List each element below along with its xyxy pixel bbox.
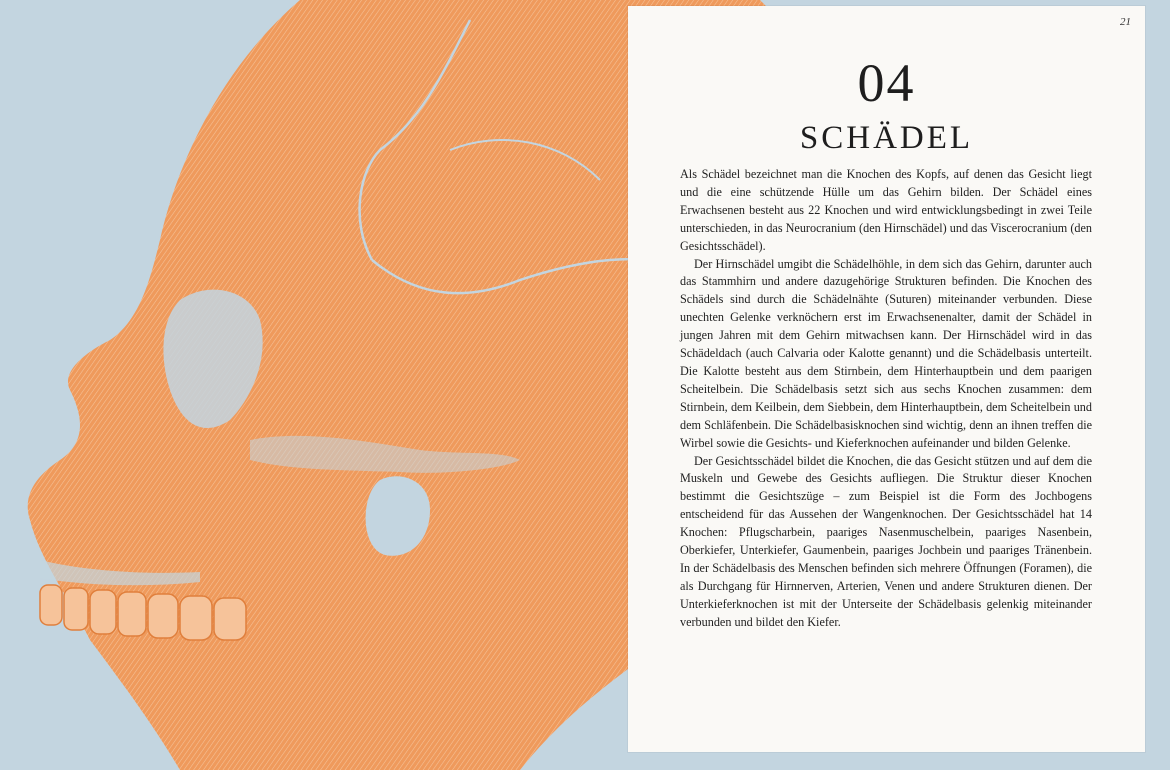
text-panel — [628, 6, 1145, 752]
page-number: 21 — [1120, 16, 1131, 28]
body-text — [680, 166, 1092, 632]
paragraph: Als Schädel bezeichnet man die Knochen des Kopfs, auf denen das Gesicht liegt und die eine schützende Hülle um das Gehirn bilden. Der Schädel eines Erwachsenen besteht aus 22 Knochen und wird entwicklungsbedingt in zwei Teile unterschieden, in das Neurocranium (den Hirnschädel) und das Viscerocranium (den Gesichtsschädel). — [680, 167, 1092, 253]
chapter-number: 04 — [857, 53, 916, 113]
paragraph: Der Hirnschädel umgibt die Schädelhöhle, in dem sich das Gehirn, darunter auch das Stammhirn und andere dazugehörige Strukturen befinden. Die Knochen des Schädels sind durch die Schädelnähte (Suturen) miteinander verbunden. Diese unechten Gelenke verknöchern erst im Erwachsenenalter, damit der Schädel in jungen Jahren mit dem Gehirn mitwachsen kann. Der Hirnschädel wird in das Schädeldach (auch Calvaria oder Kalotte genannt) und die Schädelbasis unterteilt. Die Kalotte besteht aus dem Stirnbein, dem Hinterhauptbein und dem paarigen Scheitelbein. Die Schädelbasis setzt sich aus sechs Knochen zusammen: dem Stirnbein, dem Keilbein, dem Siebbein, dem Hinterhauptbein, dem Scheitelbein und dem Schläfenbein. Die Schädelbasisknochen sind wichtig, denn an ihnen treffen die Wirbel sowie die Gesichts- und Kieferknochen aufeinander und bilden Gelenke. — [680, 256, 1092, 450]
chapter-title: SCHÄDEL — [799, 120, 974, 156]
paragraph: Der Gesichtsschädel bildet die Knochen, die das Gesicht stützen und auf dem die Muskeln und Gewebe des Gesichts aufliegen. Die Struktur dieser Knochen bestimmt die Gesichtszüge – zum Beispiel ist die Form des Jochbogens entscheidend für das Aussehen der Wangenknochen. Der Gesichtsschädel hat 14 Knochen: Pflugscharbein, paariges Nasenmuschelbein, paariges Nasenbein, Oberkiefer, Unterkiefer, Gaumenbein, paariges Jochbein und paariges Tränenbein. In der Schädelbasis des Menschen befinden sich mehrere Öffnungen (Foramen), die als Durchgang für Hirnnerven, Arterien, Venen und andere Strukturen dienen. Der Unterkieferknochen ist mit der Unterseite der Schädelbasis gelenkig miteinander verbunden und bildet den Kiefer. — [680, 453, 1092, 629]
